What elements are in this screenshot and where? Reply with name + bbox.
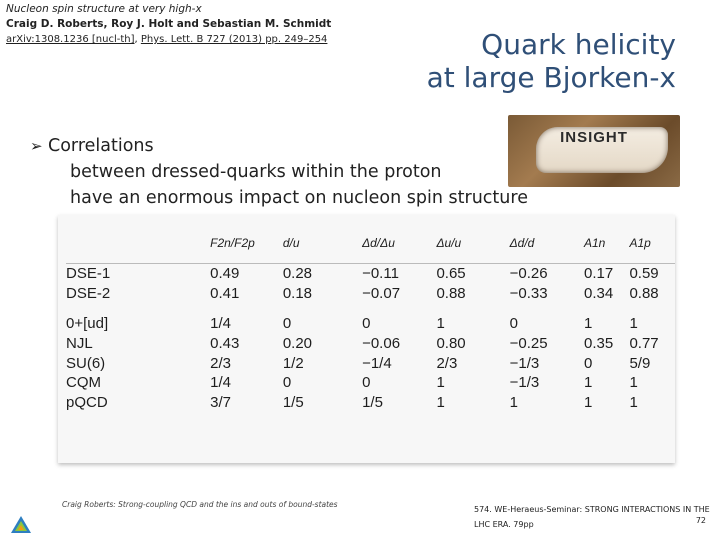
table-cell: −1/4 <box>362 354 392 372</box>
table-cell: 0.59 <box>629 265 659 283</box>
paper-authors: Craig D. Roberts, Roy J. Holt and Sebastian M. Schmidt <box>6 18 332 30</box>
table-cell: NJL <box>66 334 93 352</box>
slide-title <box>427 28 676 94</box>
table-header-row <box>66 223 675 264</box>
table-header-cell: F2n/F2p <box>210 223 283 264</box>
table-cell: 0.20 <box>282 334 313 352</box>
table-cell: −1/3 <box>509 374 540 392</box>
reference-block <box>6 2 331 47</box>
table-row <box>66 264 675 284</box>
table-cell: SU(6) <box>66 354 106 372</box>
table-cell: 1/4 <box>210 374 232 392</box>
slide-title-line2: at large Bjorken-x <box>426 61 676 94</box>
results-table-panel <box>58 215 675 463</box>
table-cell: −0.26 <box>509 265 548 283</box>
table-cell: −0.11 <box>362 265 399 283</box>
table-cell: 1/2 <box>282 354 304 372</box>
table-cell: 0.80 <box>436 334 466 352</box>
table-cell: 0.35 <box>583 334 614 352</box>
table-cell: 1 <box>436 314 445 332</box>
table-row <box>66 304 675 334</box>
table-cell: pQCD <box>66 394 108 412</box>
table-cell: −0.25 <box>509 334 548 352</box>
table-cell: −0.06 <box>362 334 401 352</box>
table-header-cell: Δu/u <box>436 223 509 264</box>
table-header-cell <box>66 223 210 264</box>
bullet-point <box>30 133 528 211</box>
insight-image <box>508 115 680 187</box>
table-cell: 0.49 <box>210 265 240 283</box>
table-cell: 0.28 <box>282 265 313 283</box>
table-cell: 1 <box>583 314 593 332</box>
table-cell: 1 <box>436 394 445 412</box>
table-cell: 1 <box>509 394 518 412</box>
table-cell: 0.88 <box>629 285 659 303</box>
table-row <box>66 353 675 373</box>
paper-citation <box>6 32 331 47</box>
table-cell: DSE-1 <box>66 265 111 283</box>
table-cell: CQM <box>66 374 101 392</box>
table-cell: 0.41 <box>210 285 240 303</box>
bullet-line2: between dressed-quarks within the proton <box>70 162 442 182</box>
arxiv-link[interactable]: arXiv:1308.1236 [nucl-th] <box>6 34 135 45</box>
table-cell: 0.34 <box>583 285 614 303</box>
table-cell: −1/3 <box>509 354 540 372</box>
table-row <box>66 333 675 353</box>
table-header-cell: A1n <box>584 223 629 264</box>
table-header-cell: Δd/d <box>510 223 584 264</box>
table-cell: 1 <box>436 374 445 392</box>
table-cell: 0.43 <box>210 334 240 352</box>
table-cell: 1 <box>629 314 638 332</box>
table-cell: 0+[ud] <box>66 314 109 332</box>
table-cell: 0.65 <box>436 265 466 283</box>
table-cell: 0 <box>583 354 593 372</box>
table-cell: 0.77 <box>629 334 659 352</box>
table-row <box>66 393 675 413</box>
table-cell: 0.88 <box>436 285 466 303</box>
table-cell: 2/3 <box>436 354 458 372</box>
footer-event-line2: LHC ERA. 79pp <box>474 520 534 529</box>
citation-separator: , <box>134 34 141 45</box>
table-cell: −0.07 <box>362 285 401 303</box>
table-cell: 0 <box>282 314 292 332</box>
table-header-cell: A1p <box>629 223 675 264</box>
table-header-cell: Δd/Δu <box>362 223 436 264</box>
page-number: 72 <box>695 516 706 525</box>
bullet-arrow-icon: ➢ <box>30 137 43 155</box>
table-cell: 1/5 <box>282 394 304 412</box>
table-cell: 0.17 <box>583 265 614 283</box>
table-row <box>66 284 675 304</box>
results-table <box>66 223 675 413</box>
footer-event-line1: 574. WE-Heraeus-Seminar: STRONG INTERACTIONS IN THE <box>474 505 710 514</box>
bullet-line3: have an enormous impact on nucleon spin structure <box>70 188 528 208</box>
table-cell: 2/3 <box>210 354 232 372</box>
table-cell: 1/5 <box>362 394 383 412</box>
table-row <box>66 373 675 393</box>
table-cell: 0 <box>509 314 518 332</box>
table-cell: DSE-2 <box>66 285 111 303</box>
table-cell: 1 <box>629 374 638 392</box>
slide-title-line1: Quark helicity <box>481 28 676 61</box>
institution-logo-icon <box>10 515 32 535</box>
table-cell: 1 <box>583 394 593 412</box>
table-header-cell: d/u <box>283 223 362 264</box>
table-cell: 0 <box>362 374 371 392</box>
paper-title: Nucleon spin structure at very high-x <box>6 3 202 15</box>
table-cell: 0 <box>282 374 292 392</box>
table-cell: 1 <box>629 394 638 412</box>
table-cell: 1 <box>583 374 593 392</box>
table-cell: 3/7 <box>210 394 232 412</box>
footer-presenter: Craig Roberts: Strong-coupling QCD and the ins and outs of bound-states <box>62 500 338 509</box>
bullet-line1: Correlations <box>48 136 154 156</box>
table-cell: 0.18 <box>282 285 313 303</box>
table-cell: 1/4 <box>210 314 232 332</box>
table-cell: 5/9 <box>629 354 651 372</box>
table-cell: 0 <box>362 314 371 332</box>
insight-label: INSIGHT <box>560 129 628 146</box>
table-cell: −0.33 <box>509 285 548 303</box>
footer-event <box>474 502 714 532</box>
journal-link[interactable]: Phys. Lett. B 727 (2013) pp. 249–254 <box>140 34 328 45</box>
